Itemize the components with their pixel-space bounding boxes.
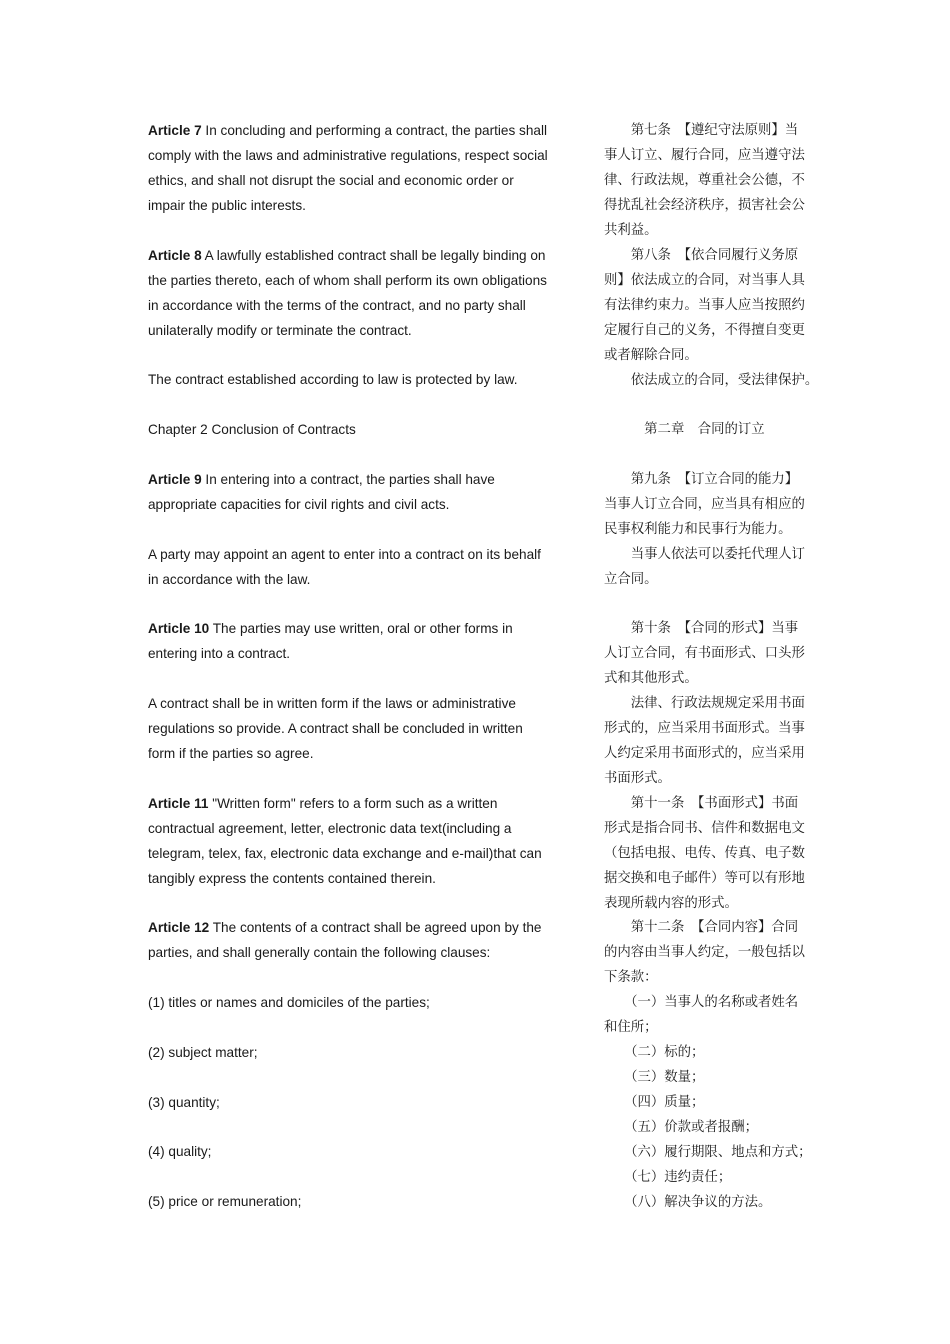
article-7-zh — [604, 118, 805, 243]
article-label: Article 10 — [148, 621, 210, 636]
text-line: 第八条 【依合同履行义务原 — [604, 248, 799, 263]
article-7-en — [148, 118, 578, 218]
article-8-en — [148, 243, 578, 343]
text-line: contractual agreement, letter, electronic data text(including a — [148, 821, 512, 836]
article-label: Article 11 — [148, 796, 209, 811]
text-line: 或者解除合同。 — [604, 348, 698, 363]
clause-item-5-en: (5) price or remuneration; — [148, 1194, 302, 1209]
text-line: 据交换和电子邮件）等可以有形地 — [604, 871, 805, 886]
text-line: （八）解决争议的方法。 — [604, 1195, 772, 1210]
article-label: Article 8 — [148, 248, 202, 263]
text-line: "Written form" refers to a form such as a written — [208, 796, 498, 811]
text-line: appropriate capacities for civil rights and civil acts. — [148, 497, 450, 512]
text-line: In concluding and performing a contract, the parties shall — [201, 123, 547, 138]
text-line: 共利益。 — [604, 223, 658, 238]
text-line: 形式的，应当采用书面形式。当事 — [604, 721, 805, 736]
text-line: tangibly express the contents contained therein. — [148, 871, 436, 886]
text-line: （三）数量； — [604, 1070, 705, 1085]
text-line: （四）质量； — [604, 1095, 705, 1110]
text-line: （二）标的； — [604, 1045, 705, 1060]
text-line: （六）履行期限、地点和方式； — [604, 1145, 812, 1160]
text-line: 下条款： — [604, 970, 658, 985]
text-line: 当事人订立合同，应当具有相应的 — [604, 497, 805, 512]
text-line: A lawfully established contract shall be legally binding on — [201, 248, 546, 263]
text-line: impair the public interests. — [148, 198, 306, 213]
text-line: 依法成立的合同，受法律保护。 — [604, 373, 819, 388]
text-line: 第十条 【合同的形式】当事 — [604, 621, 799, 636]
article-8-zh — [604, 243, 818, 393]
text-line: 得扰乱社会经济秩序，损害社会公 — [604, 198, 805, 213]
article-12-en — [148, 915, 578, 965]
text-line: telegram, telex, fax, electronic data exchange and e-mail)that can — [148, 846, 542, 861]
text-line: 和住所； — [604, 1020, 658, 1035]
text-line: 则】依法成立的合同，对当事人具 — [604, 273, 805, 288]
text-line: the parties thereto, each of whom shall perform its own obligations — [148, 273, 547, 288]
text-line: 式和其他形式。 — [604, 671, 698, 686]
clause-item-2-en: (2) subject matter; — [148, 1045, 258, 1060]
text-line: 律、行政法规，尊重社会公德，不 — [604, 173, 805, 188]
article-10-en — [148, 616, 578, 666]
text-line: The parties may use written, oral or other forms in — [209, 621, 513, 636]
text-line: 书面形式。 — [604, 771, 671, 786]
text-line: 形式是指合同书、信件和数据电文 — [604, 821, 805, 836]
text-line: （七）违约责任； — [604, 1170, 732, 1185]
article-9-zh — [604, 467, 805, 592]
article-8-paragraph-2-en: The contract established according to law is protected by law. — [148, 372, 518, 387]
article-9-paragraph-2-en — [148, 542, 578, 592]
clause-item-1-en: (1) titles or names and domiciles of the parties; — [148, 995, 430, 1010]
text-line: comply with the laws and administrative regulations, respect social — [148, 148, 548, 163]
clause-item-3-en: (3) quantity; — [148, 1095, 220, 1110]
article-10-paragraph-2-en — [148, 691, 578, 766]
text-line: 民事权利能力和民事行为能力。 — [604, 522, 792, 537]
text-line: 第十二条 【合同内容】合同 — [604, 920, 799, 935]
article-label: Article 12 — [148, 920, 210, 935]
text-line: 立合同。 — [604, 572, 658, 587]
text-line: A party may appoint an agent to enter into a contract on its behalf — [148, 547, 541, 562]
article-label: Article 7 — [148, 123, 202, 138]
chapter-2-heading-zh: 第二章 合同的订立 — [604, 422, 765, 437]
text-line: A contract shall be in written form if the laws or administrative — [148, 696, 516, 711]
text-line: （包括电报、电传、传真、电子数 — [604, 846, 805, 861]
text-line: 当事人依法可以委托代理人订 — [604, 547, 805, 562]
article-12-zh — [604, 915, 812, 1215]
text-line: （五）价款或者报酬； — [604, 1120, 758, 1135]
article-11-en — [148, 791, 578, 891]
text-line: 事人订立、履行合同，应当遵守法 — [604, 148, 805, 163]
text-line: parties, and shall generally contain the following clauses: — [148, 945, 491, 960]
text-line: 人订立合同，有书面形式、口头形 — [604, 646, 805, 661]
text-line: 表现所载内容的形式。 — [604, 896, 738, 911]
article-label: Article 9 — [148, 472, 202, 487]
article-10-zh — [604, 616, 805, 791]
text-line: 法律、行政法规规定采用书面 — [604, 696, 805, 711]
text-line: 第九条 【订立合同的能力】 — [604, 472, 799, 487]
text-line: 人约定采用书面形式的，应当采用 — [604, 746, 805, 761]
clause-item-4-en: (4) quality; — [148, 1144, 212, 1159]
text-line: in accordance with the terms of the contract, and no party shall — [148, 298, 526, 313]
text-line: The contents of a contract shall be agreed upon by the — [209, 920, 542, 935]
chapter-2-heading-en: Chapter 2 Conclusion of Contracts — [148, 422, 356, 437]
text-line: form if the parties so agree. — [148, 746, 314, 761]
text-line: 有法律约束力。当事人应当按照约 — [604, 298, 805, 313]
article-9-en — [148, 467, 578, 517]
article-11-zh — [604, 791, 805, 916]
text-line: 的内容由当事人约定，一般包括以 — [604, 945, 805, 960]
text-line: unilaterally modify or terminate the contract. — [148, 323, 412, 338]
text-line: 第十一条 【书面形式】书面 — [604, 796, 799, 811]
text-line: （一）当事人的名称或者姓名 — [604, 995, 799, 1010]
text-line: 定履行自己的义务，不得擅自变更 — [604, 323, 805, 338]
text-line: In entering into a contract, the parties shall have — [201, 472, 495, 487]
text-line: regulations so provide. A contract shall be concluded in written — [148, 721, 523, 736]
text-line: in accordance with the law. — [148, 572, 311, 587]
text-line: 第七条 【遵纪守法原则】当 — [604, 123, 799, 138]
text-line: entering into a contract. — [148, 646, 291, 661]
text-line: ethics, and shall not disrupt the social and economic order or — [148, 173, 514, 188]
